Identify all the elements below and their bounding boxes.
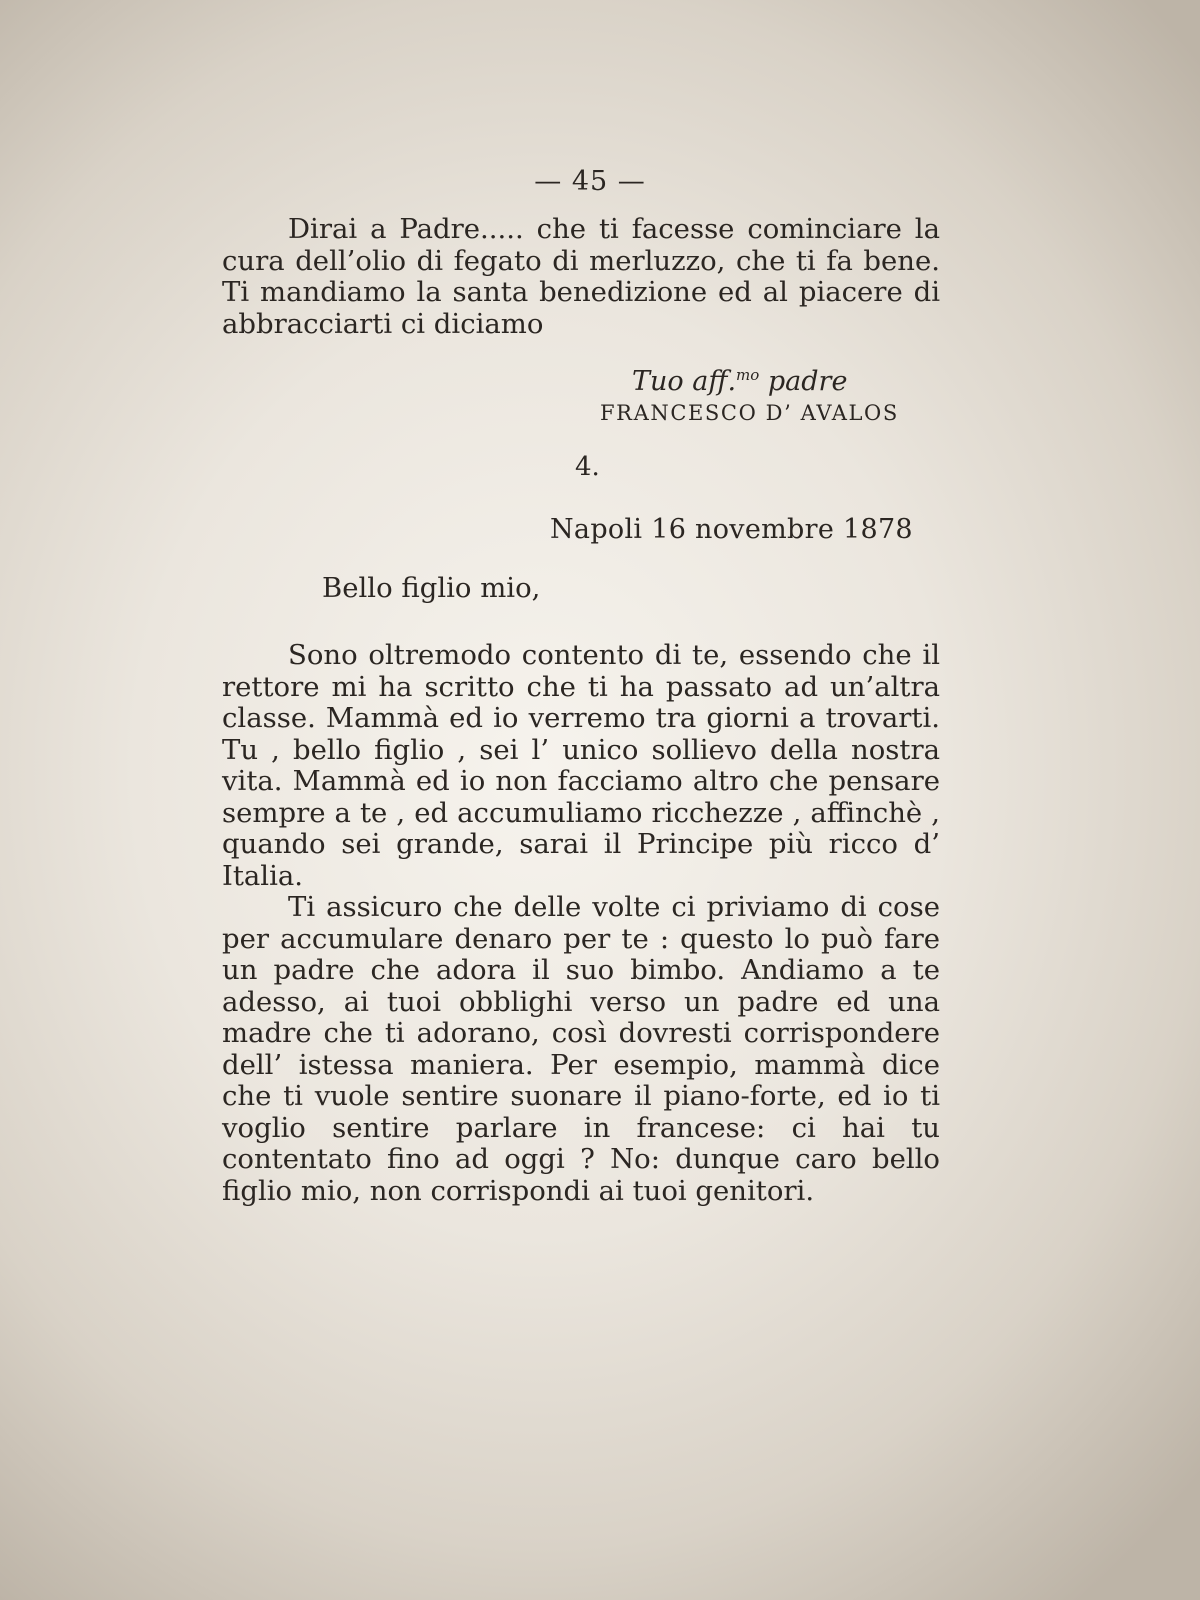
letter-body [222, 640, 940, 1207]
letter-paragraph-2: Ti assicuro che delle volte ci priviamo di cose per accumulare denaro per te : questo lo può fare un padre che adora il suo bimbo. Andiamo a te adesso, ai tuoi obblighi verso un padre ed una madre che ti adorano, così dovresti corrispondere dell’ istessa maniera. Per esempio, mammà dice che ti vuole sentire suonare il piano-forte, ed io ti voglio sentire parlare in francese: ci hai tu contentato fino ad oggi ? No: dunque caro bello figlio mio, non corrispondi ai tuoi genitori. [222, 891, 940, 1207]
page-number-text: — 45 — [534, 166, 646, 197]
letter-dateline: Napoli 16 novembre 1878 [550, 514, 913, 545]
continuation-text [222, 214, 940, 340]
signature-phrase [632, 360, 900, 397]
page-number [0, 166, 1200, 197]
letter-salutation: Bello figlio mio, [322, 572, 541, 604]
continuation-paragraph: Dirai a Padre..... che ti facesse cominciare la cura dell’olio di fegato di merluzzo, che ti fa bene. Ti mandiamo la santa benedizione ed al piacere di abbracciarti ci diciamo [222, 213, 940, 340]
signature-name: FRANCESCO D’ AVALOS [600, 401, 899, 425]
letter-paragraph-1: Sono oltremodo contento di te, essendo che il rettore mi ha scritto che ti ha passato ad un’altra classe. Mammà ed io verremo tra giorni a trovarti. Tu , bello figlio , sei l’ unico sollievo della nostra vita. Mammà ed io non facciamo altro che pensare sempre a te , ed accumuliamo ricchezze , affinchè , quando sei grande, sarai il Principe più ricco d’ Italia. [222, 639, 940, 892]
signature-phrase-superscript: mo [736, 366, 760, 384]
signature-block [600, 360, 900, 429]
letter-number: 4. [575, 452, 600, 482]
signature-phrase-start: Tuo aff. [632, 366, 737, 397]
signature-phrase-end: padre [759, 366, 848, 397]
